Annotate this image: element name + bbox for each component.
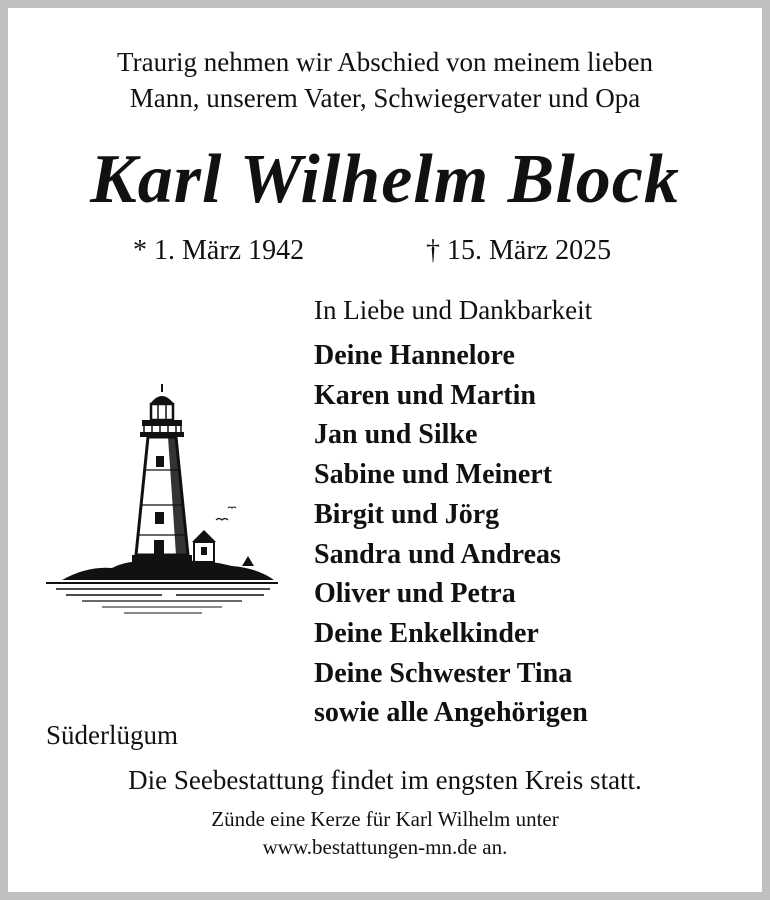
mourner-name: Deine Hannelore bbox=[314, 340, 515, 371]
mourner-name: Deine Enkelkinder bbox=[314, 617, 539, 649]
place-of-residence: Süderlügum bbox=[46, 720, 178, 750]
mourner-name: Oliver und Petra bbox=[314, 578, 516, 610]
death-date: † 15. März 2025 bbox=[426, 235, 612, 266]
intro-line-1: Traurig nehmen wir Abschied von meinem lieben bbox=[117, 47, 653, 77]
candle-website: www.bestattungen-mn.de an. bbox=[262, 835, 508, 859]
mourners-heading: In Liebe und Dankbarkeit bbox=[314, 295, 593, 325]
mourner-name: Sabine und Meinert bbox=[314, 459, 553, 491]
mourner-name: Deine Schwester Tina bbox=[314, 657, 573, 689]
lighthouse-icon bbox=[42, 380, 282, 625]
mourner-name: Karen und Martin bbox=[314, 379, 536, 411]
candle-notice bbox=[0, 805, 770, 861]
birth-date: * 1. März 1942 bbox=[133, 235, 305, 266]
mourners-list bbox=[314, 336, 588, 733]
candle-line-1: Zünde eine Kerze für Karl Wilhelm unter bbox=[211, 807, 559, 831]
burial-notice: Die Seebestattung findet im engsten Kreis statt. bbox=[128, 765, 642, 795]
deceased-name: Karl Wilhelm Block bbox=[90, 141, 680, 218]
intro-line-2: Mann, unserem Vater, Schwiegervater und Opa bbox=[129, 83, 641, 113]
mourner-name: Jan und Silke bbox=[314, 419, 478, 451]
intro-text bbox=[0, 44, 770, 116]
mourner-name: sowie alle Angehörigen bbox=[314, 697, 588, 729]
mourner-name: Birgit und Jörg bbox=[314, 498, 500, 530]
mourner-name: Sandra und Andreas bbox=[314, 538, 561, 570]
